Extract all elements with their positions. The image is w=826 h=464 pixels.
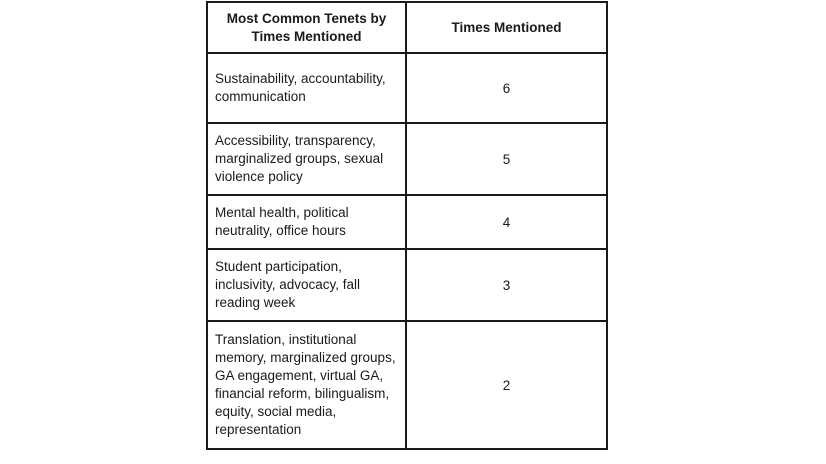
times-mentioned-cell: 5 [406, 123, 607, 195]
tenets-cell: Sustainability, accountability, communication [207, 53, 406, 123]
tenets-table-container [206, 1, 606, 450]
column-header-tenets-label: Most Common Tenets by Times Mentioned [226, 10, 387, 44]
tenets-cell: Student participation, inclusivity, advocacy, fall reading week [207, 249, 406, 321]
table-row [207, 321, 607, 449]
times-mentioned-cell: 2 [406, 321, 607, 449]
table-row [207, 249, 607, 321]
tenets-table [206, 1, 608, 450]
column-header-times-mentioned: Times Mentioned [406, 2, 607, 53]
column-header-tenets [207, 2, 406, 53]
table-row [207, 195, 607, 249]
tenets-cell: Accessibility, transparency, marginalized groups, sexual violence policy [207, 123, 406, 195]
table-header-row [207, 2, 607, 53]
tenets-cell: Mental health, political neutrality, office hours [207, 195, 406, 249]
times-mentioned-cell: 6 [406, 53, 607, 123]
table-row [207, 123, 607, 195]
times-mentioned-cell: 4 [406, 195, 607, 249]
times-mentioned-cell: 3 [406, 249, 607, 321]
tenets-cell: Translation, institutional memory, marginalized groups, GA engagement, virtual GA, financial reform, bilingualism, equity, social media, representation [207, 321, 406, 449]
table-row [207, 53, 607, 123]
